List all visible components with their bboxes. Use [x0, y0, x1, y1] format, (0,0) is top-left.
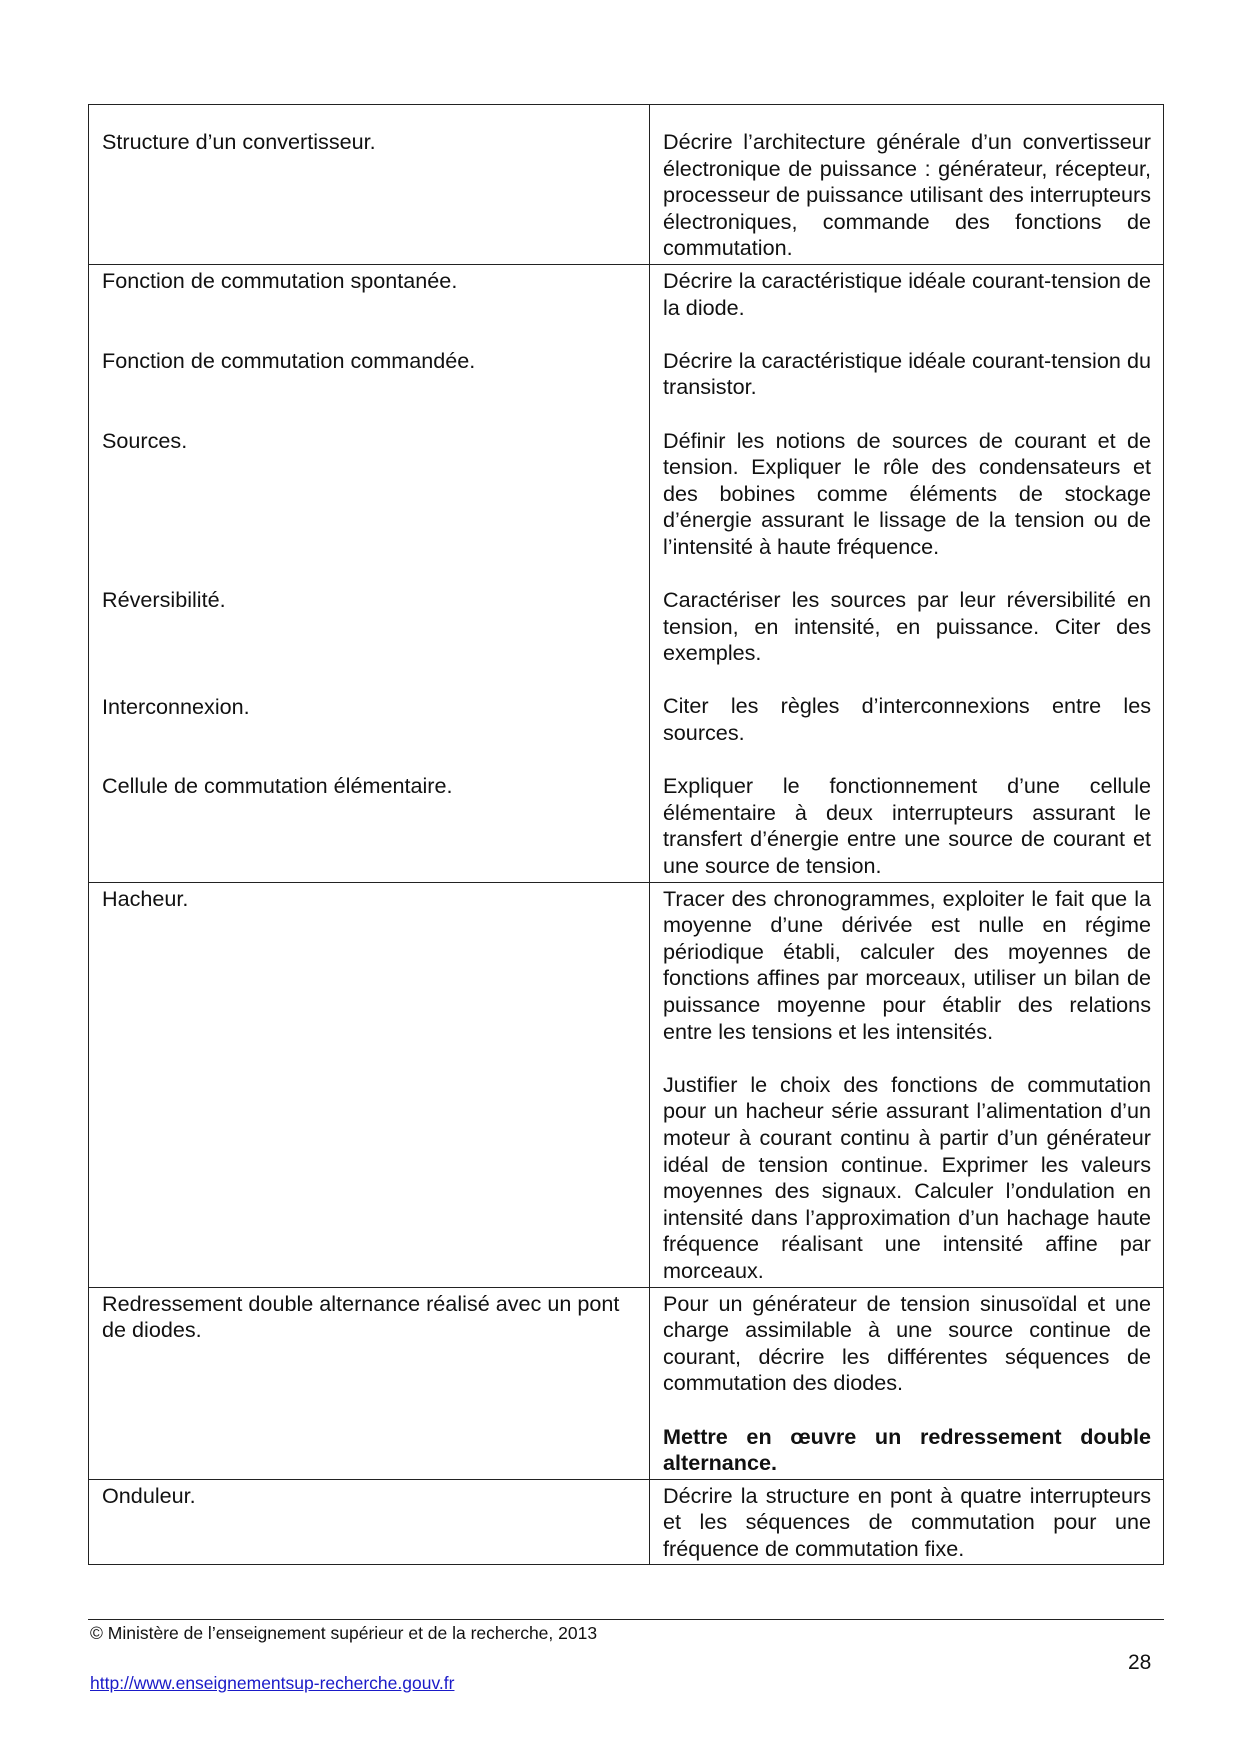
capacity-item: Tracer des chronogrammes, exploiter le fait que la moyenne d’une dérivée est nulle en régime périodique établi, calculer des moyennes de fonctions affines par morceaux, utiliser un bilan de puissance moyenne pour établir des relations entre les tensions et les intensités. [663, 885, 1151, 1044]
capacity-cell [650, 882, 1164, 1287]
notion-item: Réversibilité. [102, 587, 226, 613]
notion-item: Fonction de commutation commandée. [102, 347, 476, 373]
capacity-cell [650, 1479, 1164, 1565]
notion-cell [89, 105, 650, 265]
notion-item: Onduleur. [102, 1482, 196, 1508]
practical-capacity-item: Mettre en œuvre un redressement double alternance. [663, 1423, 1151, 1476]
notion-cell [89, 1479, 650, 1565]
capacity-item: Définir les notions de sources de courant et de tension. Expliquer le rôle des condensateurs et des bobines comme éléments de stockage d’énergie assurant le lissage de la tension ou de l’intensité à haute fréquence. [663, 427, 1151, 559]
capacity-cell [650, 264, 1164, 882]
capacity-item: Justifier le choix des fonctions de commutation pour un hacheur série assurant l’alimentation d’un moteur à courant continu à partir d’un générateur idéal de tension continue. Exprimer les valeurs moyennes des signaux. Calculer l’ondulation en intensité dans l’approximation d’un hachage haute fréquence réalisant une intensité affine par morceaux. [663, 1071, 1151, 1283]
capacity-cell [650, 1287, 1164, 1479]
capacity-item: Décrire la caractéristique idéale courant-tension de la diode. [663, 267, 1151, 320]
capacity-item: Caractériser les sources par leur réversibilité en tension, en intensité, en puissance. Citer des exemples. [663, 587, 1151, 666]
table-row [89, 264, 1164, 882]
capacity-item: Expliquer le fonctionnement d’une cellule élémentaire à deux interrupteurs assurant le transfert d’énergie entre une source de courant et une source de tension. [663, 773, 1151, 879]
notion-item: Interconnexion. [102, 693, 250, 719]
table-row [89, 1287, 1164, 1479]
capacity-item: Pour un générateur de tension sinusoïdal et une charge assimilable à une source continue de courant, décrire les différentes séquences de commutation des diodes. [663, 1290, 1151, 1396]
table-row [89, 882, 1164, 1287]
capacity-item: Décrire la caractéristique idéale courant-tension du transistor. [663, 347, 1151, 400]
capacity-item: Décrire la structure en pont à quatre interrupteurs et les séquences de commutation pour une fréquence de commutation fixe. [663, 1482, 1151, 1561]
capacity-item: Décrire l’architecture générale d’un convertisseur électronique de puissance : générateur, récepteur, processeur de puissance utilisant des interrupteurs électroniques, commande des fonctions de commutation. [663, 129, 1151, 261]
notion-cell [89, 264, 650, 882]
notion-cell [89, 882, 650, 1287]
footer-copyright: © Ministère de l’enseignement supérieur et de la recherche, 2013 [90, 1623, 598, 1643]
footer-url-link[interactable]: http://www.enseignementsup-recherche.gouv.fr [90, 1673, 455, 1693]
page-number: 28 [1128, 1651, 1152, 1674]
notion-item: Structure d’un convertisseur. [102, 129, 376, 154]
capacity-cell [650, 105, 1164, 265]
table-row [89, 1479, 1164, 1565]
notion-cell [89, 1287, 650, 1479]
program-table [88, 104, 1164, 1565]
footer-divider [88, 1619, 1164, 1620]
notion-item: Cellule de commutation élémentaire. [102, 773, 453, 799]
table-row [89, 105, 1164, 265]
notion-item: Redressement double alternance réalisé avec un pont de diodes. [102, 1290, 620, 1343]
notion-item: Sources. [102, 427, 188, 453]
capacity-item: Citer les règles d’interconnexions entre les sources. [663, 693, 1151, 746]
notion-item: Fonction de commutation spontanée. [102, 267, 458, 293]
notion-item: Hacheur. [102, 885, 189, 911]
